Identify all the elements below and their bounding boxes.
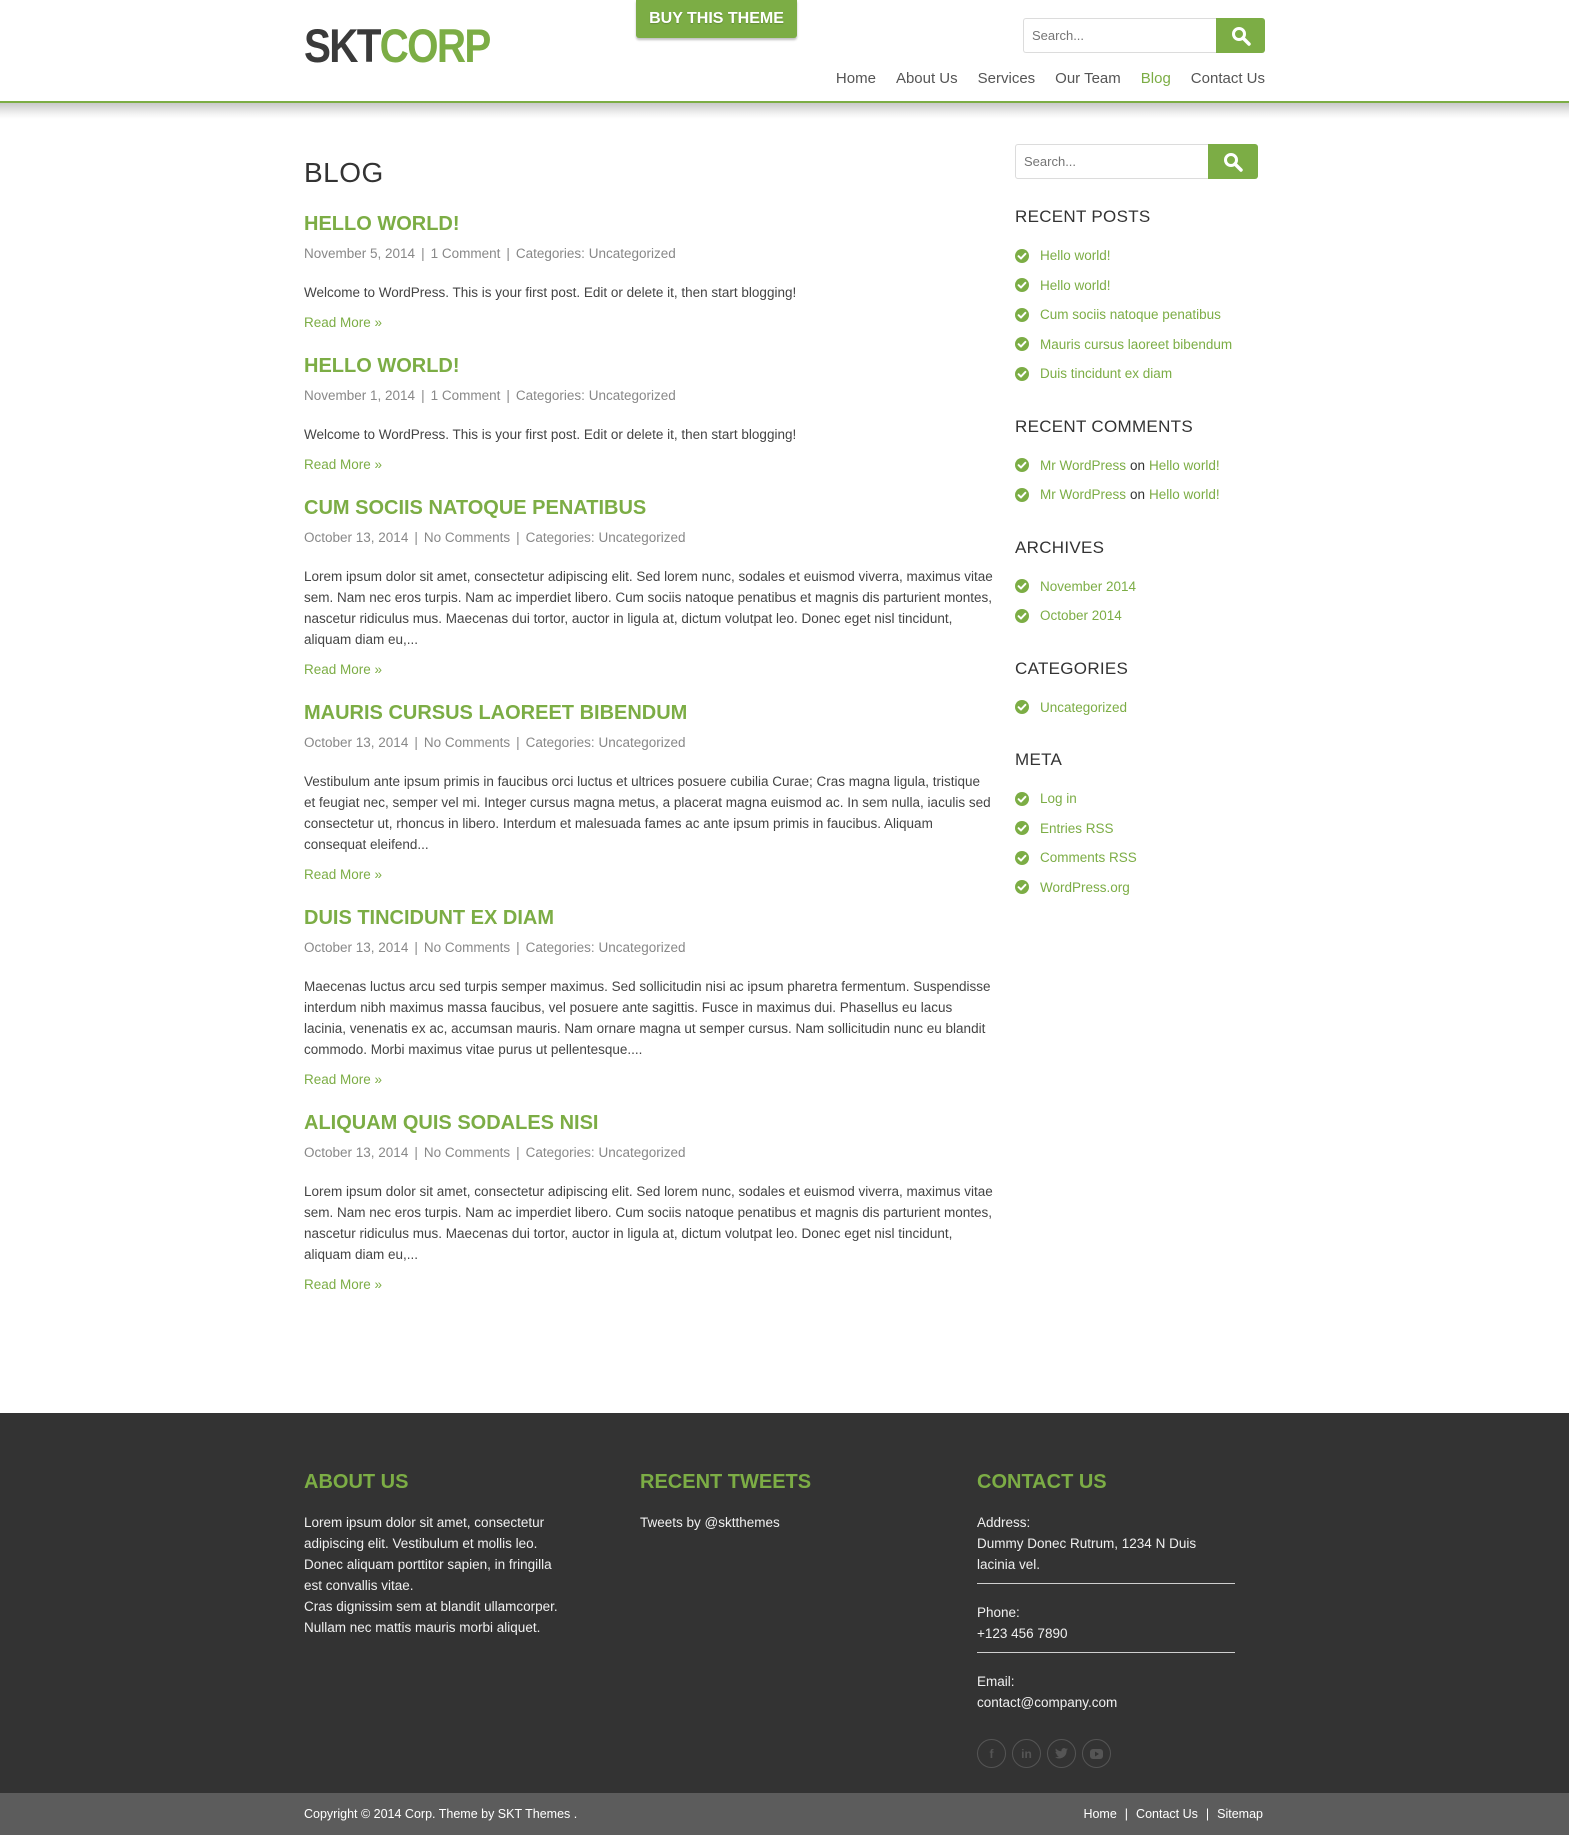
post-excerpt: Lorem ipsum dolor sit amet, consectetur adipiscing elit. Sed lorem nunc, sodales et euismod viverra, maximus vitae sem. Nam nec eros turpis. Nam ac imperdiet libero. Cum sociis natoque penatibus et magnis dis parturient montes, nascetur ridiculus mus. Maecenas dui tortor, auctor in ligula at, dictum volutpat leo. Donec eget nisl tincidunt, aliquam diam eu,...	[304, 1184, 993, 1262]
site-header	[0, 0, 1569, 103]
logo-part-2: CORP	[379, 19, 490, 72]
archive-item[interactable]	[1015, 572, 1258, 602]
post-excerpt: Vestibulum ante ipsum primis in faucibus orci luctus et ultrices posuere cubilia Curae; Cras magna ligula, tristique et feugiat nec, semper vel mi. Integer cursus magna metus, a placerat magna euismod ac. In sem nulla, iaculis sed consectetur ut, rhoncus in libero. Interdum et malesuada fames ac ante ipsum primis in faucibus. Aliquam consequat eleifend...	[304, 774, 991, 852]
meta-separator: |	[414, 1145, 418, 1160]
sidebar-search	[1015, 144, 1258, 179]
meta-separator: |	[506, 246, 510, 261]
nav-about-us[interactable]: About Us	[895, 70, 958, 87]
read-more-link[interactable]: Read More »	[304, 1277, 383, 1292]
meta-separator: |	[516, 940, 520, 955]
post-comments-link[interactable]: No Comments	[423, 530, 511, 545]
recent-comments-title: RECENT COMMENTS	[1015, 416, 1193, 436]
social-links	[977, 1739, 1239, 1768]
phone-value: +123 456 7890	[977, 1626, 1068, 1641]
check-circle-icon	[1015, 851, 1029, 865]
meta-item-label: Log in	[1040, 791, 1077, 807]
site-logo[interactable]	[304, 18, 490, 73]
post-comments-link[interactable]: 1 Comment	[430, 246, 501, 261]
nav-our-team[interactable]: Our Team	[1055, 70, 1121, 87]
categories-title: CATEGORIES	[1015, 658, 1129, 678]
post-meta	[304, 246, 994, 268]
recent-post-item[interactable]	[1015, 241, 1258, 271]
blog-post	[304, 489, 994, 692]
post-title[interactable]: HELLO WORLD!	[304, 213, 460, 235]
blog-post	[304, 1104, 994, 1307]
post-categories-label: Categories:	[515, 246, 585, 261]
footer-link-contact-us[interactable]: Contact Us	[1136, 1807, 1198, 1821]
meta-separator: |	[516, 735, 520, 750]
footer-tweets	[640, 1471, 902, 1533]
meta-item-label: Entries RSS	[1040, 820, 1114, 836]
post-excerpt: Lorem ipsum dolor sit amet, consectetur adipiscing elit. Sed lorem nunc, sodales et euismod viverra, maximus vitae sem. Nam nec eros turpis. Nam ac imperdiet libero. Cum sociis natoque penatibus et magnis dis parturient montes, nascetur ridiculus mus. Maecenas dui tortor, auctor in ligula at, dictum volutpat leo. Donec eget nisl tincidunt, aliquam diam eu,...	[304, 569, 993, 647]
search-icon	[1223, 152, 1243, 172]
categories-widget	[1015, 659, 1258, 723]
check-circle-icon	[1015, 579, 1029, 593]
post-comments-link[interactable]: 1 Comment	[430, 388, 501, 403]
post-category-link[interactable]: Uncategorized	[588, 388, 676, 403]
recent-post-item[interactable]	[1015, 330, 1258, 360]
check-circle-icon	[1015, 821, 1029, 835]
footer-tweets-title: RECENT TWEETS	[640, 1471, 812, 1493]
logo-part-1: SKT	[304, 19, 380, 72]
meta-list	[1015, 784, 1258, 902]
post-date: October 13, 2014	[304, 1145, 409, 1160]
post-categories-label: Categories:	[525, 940, 595, 955]
post-category-link[interactable]: Uncategorized	[598, 1145, 686, 1160]
nav-contact-us[interactable]: Contact Us	[1190, 70, 1265, 87]
recent-post-item[interactable]	[1015, 359, 1258, 389]
post-title[interactable]: DUIS TINCIDUNT EX DIAM	[304, 907, 554, 929]
youtube-icon[interactable]	[1082, 1739, 1111, 1768]
read-more-link[interactable]: Read More »	[304, 457, 383, 472]
recent-post-item-label: Hello world!	[1040, 277, 1111, 293]
post-comments-link[interactable]: No Comments	[423, 1145, 511, 1160]
archive-item[interactable]	[1015, 601, 1258, 631]
post-title[interactable]: MAURIS CURSUS LAOREET BIBENDUM	[304, 702, 688, 724]
comment-author-link[interactable]: Mr WordPress	[1040, 487, 1127, 503]
meta-item-label: WordPress.org	[1040, 879, 1130, 895]
archives-widget	[1015, 538, 1258, 631]
read-more-link[interactable]: Read More »	[304, 315, 383, 330]
post-category-link[interactable]: Uncategorized	[598, 940, 686, 955]
meta-separator: |	[414, 940, 418, 955]
recent-post-item[interactable]	[1015, 271, 1258, 301]
tweets-link[interactable]: Tweets by @sktthemes	[640, 1515, 780, 1530]
meta-separator: |	[506, 388, 510, 403]
recent-posts-title: RECENT POSTS	[1015, 207, 1151, 226]
comment-on-text: on	[1130, 487, 1146, 503]
post-categories-label: Categories:	[515, 388, 585, 403]
copyright-bar	[0, 1793, 1569, 1835]
main-area	[0, 119, 1569, 1413]
meta-item[interactable]	[1015, 873, 1258, 903]
meta-widget	[1015, 750, 1258, 902]
post-excerpt: Maecenas luctus arcu sed turpis semper maximus. Sed sollicitudin nisi ac ipsum pharetra fermentum. Suspendisse interdum nibh maximus massa faucibus, vel posuere ante sagittis. Fusce in maximus dui. Phasellus eu lacus lacinia, venenatis ex ac, accumsan mauris. Nam ornare magna ut semper cursus. Nam sollicitudin nunc eu blandit commodo. Morbi maximus vitae purus ut pellentesque....	[304, 979, 991, 1057]
post-date: November 1, 2014	[304, 388, 416, 403]
post-excerpt: Welcome to WordPress. This is your first post. Edit or delete it, then start blogging!	[304, 285, 797, 300]
archives-list	[1015, 572, 1258, 631]
meta-separator: |	[516, 530, 520, 545]
post-categories-label: Categories:	[525, 530, 595, 545]
meta-item[interactable]	[1015, 784, 1258, 814]
archives-title: ARCHIVES	[1015, 537, 1105, 557]
header-shadow	[0, 103, 1569, 119]
check-circle-icon	[1015, 488, 1029, 502]
footer-link-sitemap[interactable]: Sitemap	[1217, 1807, 1263, 1821]
email-label: Email:	[977, 1674, 1015, 1689]
footer-about	[304, 1471, 566, 1638]
meta-separator: |	[414, 735, 418, 750]
footer-links	[1083, 1807, 1263, 1821]
category-item[interactable]	[1015, 693, 1258, 723]
post-category-link[interactable]: Uncategorized	[598, 735, 686, 750]
page-title: BLOG	[304, 157, 384, 188]
blog-post	[304, 899, 994, 1102]
recent-post-item-label: Duis tincidunt ex diam	[1040, 366, 1173, 382]
check-circle-icon	[1015, 792, 1029, 806]
sidebar-search-button[interactable]	[1208, 144, 1258, 179]
post-category-link[interactable]: Uncategorized	[588, 246, 676, 261]
footer-contact	[977, 1471, 1239, 1768]
recent-post-item-label: Hello world!	[1040, 248, 1111, 264]
site-footer	[0, 1413, 1569, 1793]
check-circle-icon	[1015, 249, 1029, 263]
post-date: October 13, 2014	[304, 940, 409, 955]
recent-comments-list	[1015, 451, 1258, 510]
recent-comment-item	[1015, 451, 1258, 481]
comment-post-link[interactable]: Hello world!	[1149, 457, 1220, 473]
check-circle-icon	[1015, 880, 1029, 894]
sidebar	[1015, 144, 1258, 902]
check-circle-icon	[1015, 278, 1029, 292]
post-comments-link[interactable]: No Comments	[423, 735, 511, 750]
search-icon	[1231, 26, 1251, 46]
contact-email	[977, 1671, 1235, 1721]
post-comments-link[interactable]: No Comments	[423, 940, 511, 955]
post-title[interactable]: ALIQUAM QUIS SODALES NISI	[304, 1112, 599, 1134]
meta-item[interactable]	[1015, 814, 1258, 844]
check-circle-icon	[1015, 337, 1029, 351]
meta-title: META	[1015, 750, 1063, 769]
footer-about-text-1: Lorem ipsum dolor sit amet, consectetur adipiscing elit. Vestibulum et mollis leo. Donec aliquam porttitor sapien, in fringilla est convallis vitae.	[304, 1515, 552, 1593]
sidebar-search-input[interactable]	[1015, 144, 1208, 179]
recent-post-item-label: Mauris cursus laoreet bibendum	[1040, 336, 1233, 352]
header-search-input[interactable]	[1023, 18, 1216, 53]
nav-services[interactable]: Services	[977, 70, 1036, 87]
recent-post-item[interactable]	[1015, 300, 1258, 330]
footer-about-title: ABOUT US	[304, 1471, 409, 1493]
recent-posts-widget	[1015, 207, 1258, 389]
post-date: October 13, 2014	[304, 530, 409, 545]
linkedin-icon[interactable]: in	[1012, 1739, 1041, 1768]
main-nav	[836, 70, 1265, 87]
recent-posts-list	[1015, 241, 1258, 389]
recent-comments-widget	[1015, 417, 1258, 510]
footer-contact-title: CONTACT US	[977, 1471, 1107, 1493]
check-circle-icon	[1015, 367, 1029, 381]
footer-link-home[interactable]: Home	[1083, 1807, 1117, 1821]
read-more-link[interactable]: Read More »	[304, 662, 383, 677]
post-meta	[304, 1145, 994, 1167]
check-circle-icon	[1015, 458, 1029, 472]
twitter-icon[interactable]	[1047, 1739, 1076, 1768]
blog-post	[304, 205, 994, 345]
check-circle-icon	[1015, 308, 1029, 322]
nav-blog[interactable]: Blog	[1140, 70, 1171, 87]
blog-post	[304, 347, 994, 487]
buy-theme-button[interactable]: BUY THIS THEME	[636, 0, 797, 38]
blog-content	[304, 157, 994, 1307]
header-search	[1023, 18, 1265, 53]
read-more-link[interactable]: Read More »	[304, 867, 383, 882]
recent-post-item-label: Cum sociis natoque penatibus	[1040, 307, 1221, 323]
meta-separator: |	[414, 530, 418, 545]
facebook-icon[interactable]: f	[977, 1739, 1006, 1768]
post-category-link[interactable]: Uncategorized	[598, 530, 686, 545]
post-list	[304, 205, 994, 1307]
header-search-button[interactable]	[1216, 18, 1265, 53]
archive-item-label: November 2014	[1040, 578, 1137, 594]
phone-label: Phone:	[977, 1605, 1020, 1620]
read-more-link[interactable]: Read More »	[304, 1072, 383, 1087]
post-meta	[304, 735, 994, 757]
address-label: Address:	[977, 1515, 1031, 1530]
email-value[interactable]: contact@company.com	[977, 1695, 1118, 1710]
footer-about-text-2: Cras dignissim sem at blandit ullamcorper. Nullam nec mattis mauris morbi aliquet.	[304, 1599, 558, 1635]
comment-author-link[interactable]: Mr WordPress	[1040, 457, 1127, 473]
copyright-text: Copyright © 2014 Corp. Theme by SKT Themes .	[304, 1807, 578, 1821]
meta-separator: |	[421, 246, 425, 261]
category-item-label: Uncategorized	[1040, 699, 1128, 715]
categories-list	[1015, 693, 1258, 723]
nav-home[interactable]: Home	[835, 70, 876, 87]
footer-link-separator: |	[1124, 1807, 1129, 1821]
post-title[interactable]: CUM SOCIIS NATOQUE PENATIBUS	[304, 497, 647, 519]
post-date: November 5, 2014	[304, 246, 416, 261]
check-circle-icon	[1015, 700, 1029, 714]
post-meta	[304, 388, 994, 410]
post-date: October 13, 2014	[304, 735, 409, 750]
archive-item-label: October 2014	[1040, 608, 1122, 624]
footer-link-separator: |	[1205, 1807, 1210, 1821]
check-circle-icon	[1015, 609, 1029, 623]
post-excerpt: Welcome to WordPress. This is your first post. Edit or delete it, then start blogging!	[304, 427, 797, 442]
meta-separator: |	[421, 388, 425, 403]
contact-phone	[977, 1602, 1235, 1653]
address-value: Dummy Donec Rutrum, 1234 N Duis lacinia vel.	[977, 1536, 1197, 1572]
post-categories-label: Categories:	[525, 1145, 595, 1160]
comment-post-link[interactable]: Hello world!	[1149, 487, 1220, 503]
post-title[interactable]: HELLO WORLD!	[304, 355, 460, 377]
meta-item-label: Comments RSS	[1040, 850, 1137, 866]
post-meta	[304, 530, 994, 552]
meta-separator: |	[516, 1145, 520, 1160]
post-meta	[304, 940, 994, 962]
blog-post	[304, 694, 994, 897]
recent-comment-item	[1015, 480, 1258, 510]
post-categories-label: Categories:	[525, 735, 595, 750]
meta-item[interactable]	[1015, 843, 1258, 873]
comment-on-text: on	[1130, 457, 1146, 473]
contact-address	[977, 1512, 1235, 1584]
